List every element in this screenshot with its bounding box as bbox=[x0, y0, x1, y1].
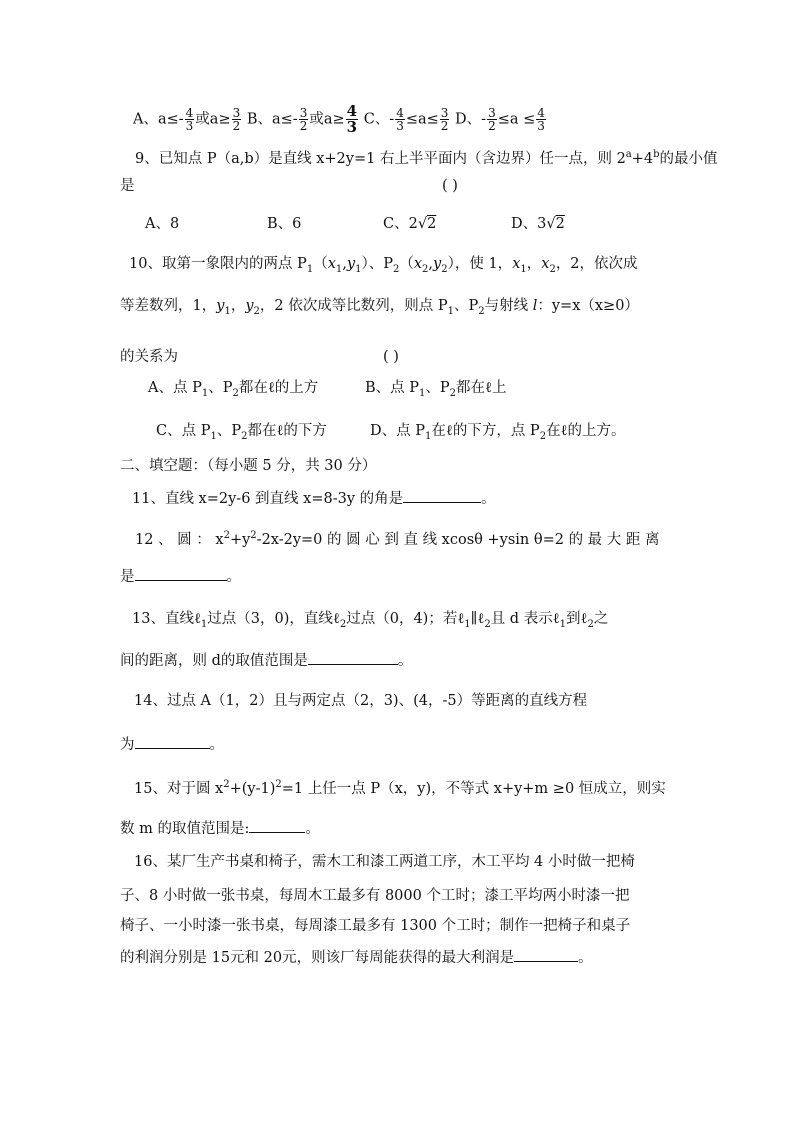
fraction: $\frac{3}{2}$ bbox=[440, 106, 449, 133]
q9-option-b: B、6 bbox=[267, 216, 302, 232]
q8-options: A、a≤- $\frac{4}{3}$ 或a≥ $\frac{3}{2}$ B、a≤- $\frac{3}{2}$ 或a≥ $\frac{4}{3}$ C、- $\frac{4}{3}$ ≤a≤ $\frac{3}{2}$ D、- $\frac{3}{2}$ ≤a ≤ $\frac{4}{3}$ bbox=[133, 102, 545, 136]
q16-line4: 的利润分别是 15元和 20元，则该厂每周能获得的最大利润是 。 bbox=[120, 947, 593, 968]
q16-line1: 16、某厂生产书桌和椅子，需木工和漆工两道工序，木工平均 4 小时做一把椅 bbox=[134, 854, 635, 870]
q9-option-d: D、3√2 bbox=[511, 216, 565, 232]
answer-blank[interactable] bbox=[135, 734, 210, 749]
fraction: $\frac{3}{2}$ bbox=[299, 106, 308, 133]
q16-line3: 椅子、一小时漆一张书桌，每周漆工最多有 1300 个工时；制作一把椅子和桌子 bbox=[120, 918, 631, 934]
q10-line1: 10、取第一象限内的两点 $P_1(x_1,y_1)$、$P_2(x_2,y_2)$，使 1，$x_1$，$x_2$，2，依次成 bbox=[129, 256, 638, 275]
q10-option-d: D、点 $P_1$在ℓ的下方，点 $P_2$在ℓ的上方。 bbox=[370, 423, 626, 442]
q10-option-a: A、点 $P_1$、$P_2$都在ℓ的上方 bbox=[148, 380, 319, 399]
fraction: $\frac{4}{3}$ bbox=[185, 106, 194, 133]
q13-line1: 13、直线ℓ$_1$过点（3，0)，直线ℓ$_2$过点（0，4)；若ℓ$_1$∥ℓ$_2$且 d 表示ℓ$_1$到ℓ$_2$之 bbox=[132, 611, 609, 630]
q8-option-b: B、a≤- bbox=[242, 111, 298, 128]
section-heading: 二、填空题：（每小题 5 分，共 30 分） bbox=[120, 458, 377, 474]
q10-option-b: B、点 $P_1$、$P_2$都在ℓ上 bbox=[365, 380, 507, 399]
q16-line2: 子、8 小时做一张书桌，每周木工最多有 8000 个工时；漆工平均两小时漆一把 bbox=[120, 888, 630, 904]
q10-option-c: C、点 $P_1$、$P_2$都在ℓ的下方 bbox=[156, 423, 327, 442]
q12-line1: 12 、 圆 ： $x^2+y^2-2x-2y=0$ 的 圆 心 到 直 线 xcosθ +ysin θ=2 的 最 大 距 离 bbox=[135, 530, 660, 548]
q9-option-c: C、2√2 bbox=[383, 216, 437, 232]
fraction: $\frac{4}{3}$ bbox=[396, 106, 404, 133]
q13-line2: 间的距离，则 d的取值范围是 。 bbox=[120, 650, 412, 671]
sqrt-symbol: √ bbox=[417, 216, 428, 232]
q15-line1: 15、对于圆 $x^2+(y-1)^2=1$ 上任一点 P（x，y)，不等式 x+y+m ≥0 恒成立，则实 bbox=[134, 779, 666, 797]
q9-line1: 9、已知点 P（a,b）是直线 x+2y=1 右上半平面内（含边界）任一点，则 $2^a+4^b$的最小值 bbox=[135, 149, 718, 167]
answer-blank[interactable] bbox=[514, 947, 578, 962]
answer-blank[interactable] bbox=[308, 650, 398, 665]
q11: 11、直线 x=2y-6 到直线 x=8-3y 的角是 。 bbox=[132, 488, 496, 509]
q9-option-a: A、8 bbox=[145, 216, 180, 232]
q9-answer-paren: ( ) bbox=[442, 178, 458, 194]
answer-blank[interactable] bbox=[135, 566, 227, 581]
fraction: $\frac{4}{3}$ bbox=[346, 102, 358, 136]
sqrt-symbol: √ bbox=[546, 216, 556, 232]
fraction: $\frac{3}{2}$ bbox=[232, 106, 241, 133]
q14-line2: 为 。 bbox=[120, 734, 224, 755]
q14-line1: 14、过点 A（1，2）且与两定点（2，3)、(4，-5）等距离的直线方程 bbox=[134, 693, 588, 709]
q9-line2: 是 bbox=[120, 178, 135, 194]
fraction: $\frac{4}{3}$ bbox=[537, 106, 545, 133]
answer-blank[interactable] bbox=[403, 488, 481, 503]
q8-option-c: C、- bbox=[359, 111, 395, 128]
q12-line2: 是 。 bbox=[120, 566, 241, 587]
q8-option-a: A、a≤- bbox=[133, 111, 184, 128]
fraction: $\frac{3}{2}$ bbox=[488, 106, 496, 133]
q10-line3: 的关系为 bbox=[120, 349, 178, 365]
answer-blank[interactable] bbox=[249, 818, 305, 833]
q10-answer-paren: ( ) bbox=[383, 349, 399, 365]
q10-line2: 等差数列，1，$y_1$，$y_2$，2 依次成等比数列，则点 $P_1$、$P_2$与射线 l：y=x（x≥0） bbox=[120, 298, 639, 317]
q8-option-d: D、- bbox=[450, 111, 487, 128]
q15-line2: 数 m 的取值范围是: 。 bbox=[120, 818, 320, 839]
